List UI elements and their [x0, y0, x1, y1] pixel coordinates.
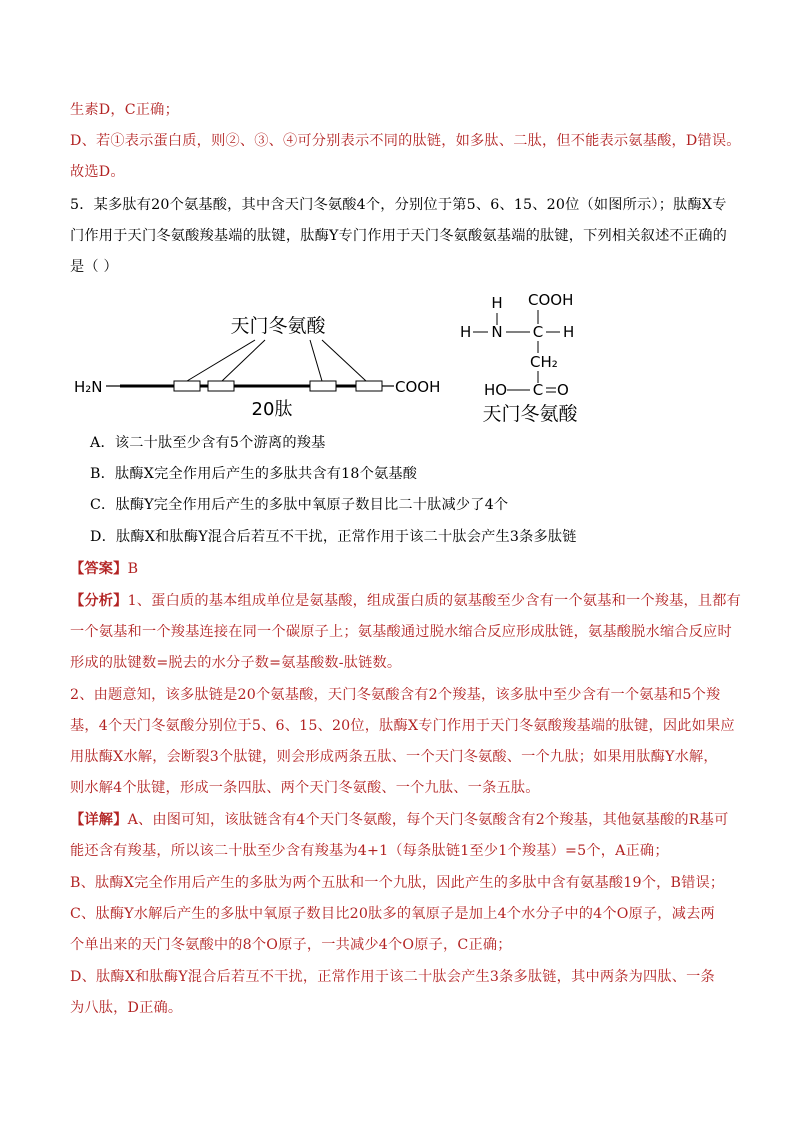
- pointer-line-2: [222, 340, 265, 381]
- pointer-line-4: [322, 340, 366, 381]
- peptide-figure: [60, 285, 600, 435]
- detail-line-6: D、肽酶X和肽酶Y混合后若互不干扰，正常作用于该二十肽会产生3条多肽链，其中两条为四肽、一条: [70, 969, 715, 985]
- detail-line-4: C、肽酶Y水解后产生的多肽中氧原子数目比20肽多的氧原子是加上4个水分子中的4个O原子，减去两: [70, 906, 715, 922]
- prev-line-2: D、若①表示蛋白质，则②、③、④可分别表示不同的肽链，如多肽、二肽，但不能表示氨基酸，D错误。: [70, 133, 741, 149]
- structure-cooh: COOH: [528, 291, 574, 309]
- aspartic-acid-box-15: [310, 381, 336, 391]
- answer-value: B: [127, 561, 139, 577]
- pointer-line-3: [310, 340, 322, 381]
- detail-line-1: [70, 810, 728, 830]
- aspartic-acid-structure: [460, 291, 578, 425]
- structure-c: C: [532, 323, 544, 341]
- detail-tag: 【详解】: [70, 812, 128, 828]
- aspartic-acid-box-6: [208, 381, 234, 391]
- analysis-line-5: 基，4个天门冬氨酸分别位于5、6、15、20位，肽酶X专门作用于天门冬氨酸羧基端的肽键，因此如果应: [70, 718, 735, 734]
- detail-text-1: A、由图可知，该肽链含有4个天门冬氨酸，每个天门冬氨酸含有2个羧基，其他氨基酸的R基可: [127, 812, 729, 828]
- answer-tag: 【答案】: [70, 561, 128, 577]
- detail-line-7: 为八肽，D正确。: [70, 1000, 183, 1016]
- analysis-line-1: [70, 591, 741, 611]
- question-line-3: 是（ ）: [70, 259, 118, 275]
- structure-ch2: CH₂: [530, 353, 558, 371]
- analysis-line-7: 则水解4个肽键，形成一条四肽、两个天门冬氨酸、一个九肽、一条五肽。: [70, 780, 540, 796]
- structure-caption: 天门冬氨酸: [482, 403, 578, 425]
- structure-ho: HO: [484, 381, 508, 399]
- structure-c-bottom: C: [532, 381, 544, 399]
- option-d: D．肽酶X和肽酶Y混合后若互不干扰，正常作用于该二十肽会产生3条多肽链: [90, 529, 577, 545]
- n-terminus-label: H₂N: [74, 378, 103, 396]
- aspartic-acid-chain-label: 天门冬氨酸: [230, 315, 326, 337]
- prev-line-3: 故选D。: [70, 164, 125, 180]
- detail-line-2: 能还含有羧基，所以该二十肽至少含有羧基为4+1（每条肽链1至少1个羧基）=5个，A正确；: [70, 843, 669, 859]
- c-terminus-label: COOH: [395, 378, 441, 396]
- detail-line-3: B、肽酶X完全作用后产生的多肽为两个五肽和一个九肽，因此产生的多肽中含有氨基酸19个，B错误；: [70, 875, 725, 891]
- analysis-line-2: 一个氨基和一个羧基连接在同一个碳原子上；氨基酸通过脱水缩合反应形成肽链，氨基酸脱水缩合反应时: [70, 624, 732, 640]
- option-b: B．肽酶X完全作用后产生的多肽共含有18个氨基酸: [90, 466, 418, 482]
- structure-n: N: [491, 323, 503, 341]
- structure-h-right: H: [563, 323, 575, 341]
- analysis-line-4: 2、由题意知，该多肽链是20个氨基酸，天门冬氨酸含有2个羧基，该多肽中至少含有一个氨基和5个羧: [70, 687, 721, 703]
- question-line-2: 门作用于天门冬氨酸羧基端的肽键，肽酶Y专门作用于天门冬氨酸氨基端的肽键，下列相关叙述不正确的: [70, 228, 728, 244]
- option-a: A．该二十肽至少含有5个游离的羧基: [90, 435, 326, 451]
- pointer-line-1: [187, 340, 255, 381]
- analysis-tag: 【分析】: [70, 593, 128, 609]
- prev-line-1: 生素D，C正确；: [70, 102, 179, 118]
- answer-line: [70, 559, 138, 579]
- analysis-line-6: 用肽酶X水解，会断裂3个肽键，则会形成两条五肽、一个天门冬氨酸、一个九肽；如果用肽酶Y水解，: [70, 749, 718, 765]
- analysis-text-1: 1、蛋白质的基本组成单位是氨基酸，组成蛋白质的氨基酸至少含有一个氨基和一个羧基，且都有: [127, 593, 742, 609]
- option-c: C．肽酶Y完全作用后产生的多肽中氧原子数目比二十肽减少了4个: [90, 497, 509, 513]
- question-line-1: 5．某多肽有20个氨基酸，其中含天门冬氨酸4个，分别位于第5、6、15、20位（如图所示）；肽酶X专: [70, 197, 727, 213]
- aspartic-acid-box-5: [174, 381, 200, 391]
- structure-o: O: [557, 381, 569, 399]
- structure-h-left: H: [460, 323, 472, 341]
- peptide-length-label: 20肽: [251, 399, 293, 420]
- detail-line-5: 个单出来的天门冬氨酸中的8个O原子，一共减少4个O原子，C正确；: [70, 937, 512, 953]
- structure-h-top: H: [491, 294, 503, 312]
- aspartic-acid-box-20: [356, 381, 382, 391]
- analysis-line-3: 形成的肽键数=脱去的水分子数=氨基酸数-肽链数。: [70, 655, 402, 671]
